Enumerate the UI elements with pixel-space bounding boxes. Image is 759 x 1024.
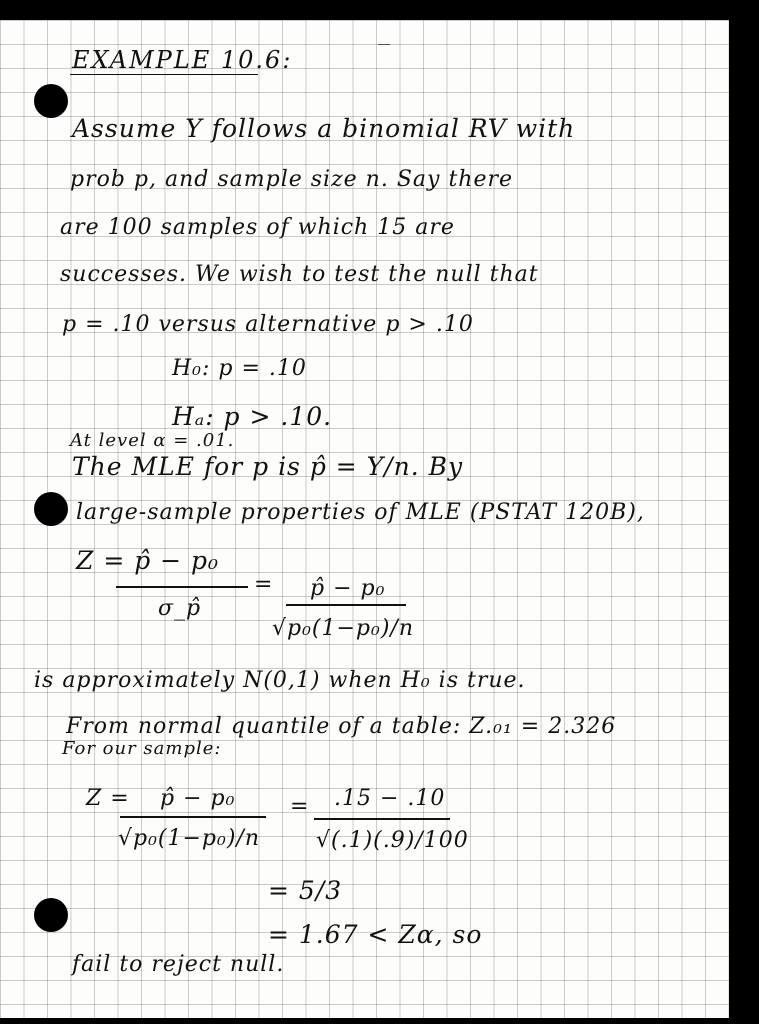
eq1-lhs-numerator: Z = p̂ − p₀ xyxy=(76,546,220,575)
mle-line: The MLE for p is p̂ = Y/n. By xyxy=(72,452,464,481)
eq1-rhs-denominator: √p₀(1−p₀)/n xyxy=(272,616,415,641)
eq1-equals: = xyxy=(254,572,274,597)
punch-hole-middle xyxy=(34,492,68,526)
alternative-hypothesis: Hₐ: p > .10. xyxy=(172,402,333,431)
example-title: EXAMPLE 10.6: xyxy=(72,46,293,74)
eq1-lhs-fraction-bar xyxy=(116,586,248,588)
eq2-z: Z = xyxy=(86,786,130,811)
eq2-values-fraction-bar xyxy=(314,818,450,820)
normal-quantile-line: From normal quantile of a table: Z.₀₁ = 2.326 xyxy=(66,714,617,739)
punch-hole-bottom xyxy=(34,898,68,932)
eq1-lhs-denominator: σ_p̂ xyxy=(158,596,202,621)
graph-paper-page xyxy=(0,20,729,1018)
large-sample-line: large-sample properties of MLE (PSTAT 120B), xyxy=(76,500,645,525)
scan-top-border xyxy=(0,0,759,20)
eq2-denominator: √p₀(1−p₀)/n xyxy=(118,826,261,851)
eq2-numerator-values: .15 − .10 xyxy=(334,786,446,811)
result-five-thirds: = 5/3 xyxy=(268,876,343,905)
eq2-denominator-values: √(.1)(.9)/100 xyxy=(316,828,469,853)
stray-mark xyxy=(378,44,390,45)
text-line-3: are 100 samples of which 15 are xyxy=(60,215,455,240)
scan-bottom-border xyxy=(0,1018,759,1024)
eq2-equals: = xyxy=(290,794,310,819)
result-comparison: = 1.67 < Zα, so xyxy=(268,920,483,949)
eq2-fraction-bar xyxy=(120,816,266,818)
eq2-numerator: p̂ − p₀ xyxy=(160,786,236,811)
eq1-rhs-fraction-bar xyxy=(286,604,406,606)
text-line-1: Assume Y follows a binomial RV with xyxy=(72,114,576,143)
punch-hole-top xyxy=(34,84,68,118)
conclusion-line: fail to reject null. xyxy=(72,952,285,977)
scan-right-border xyxy=(729,0,759,1024)
eq1-rhs-numerator: p̂ − p₀ xyxy=(310,576,386,601)
title-underline xyxy=(70,74,258,75)
text-line-2: prob p, and sample size n. Say there xyxy=(70,167,514,192)
significance-level: At level α = .01. xyxy=(70,430,235,451)
text-line-5: p = .10 versus alternative p > .10 xyxy=(62,312,474,337)
for-our-sample: For our sample: xyxy=(62,738,222,759)
approximately-normal-line: is approximately N(0,1) when H₀ is true. xyxy=(34,668,526,693)
text-line-4: successes. We wish to test the null that xyxy=(60,262,539,287)
null-hypothesis: H₀: p = .10 xyxy=(172,356,307,381)
